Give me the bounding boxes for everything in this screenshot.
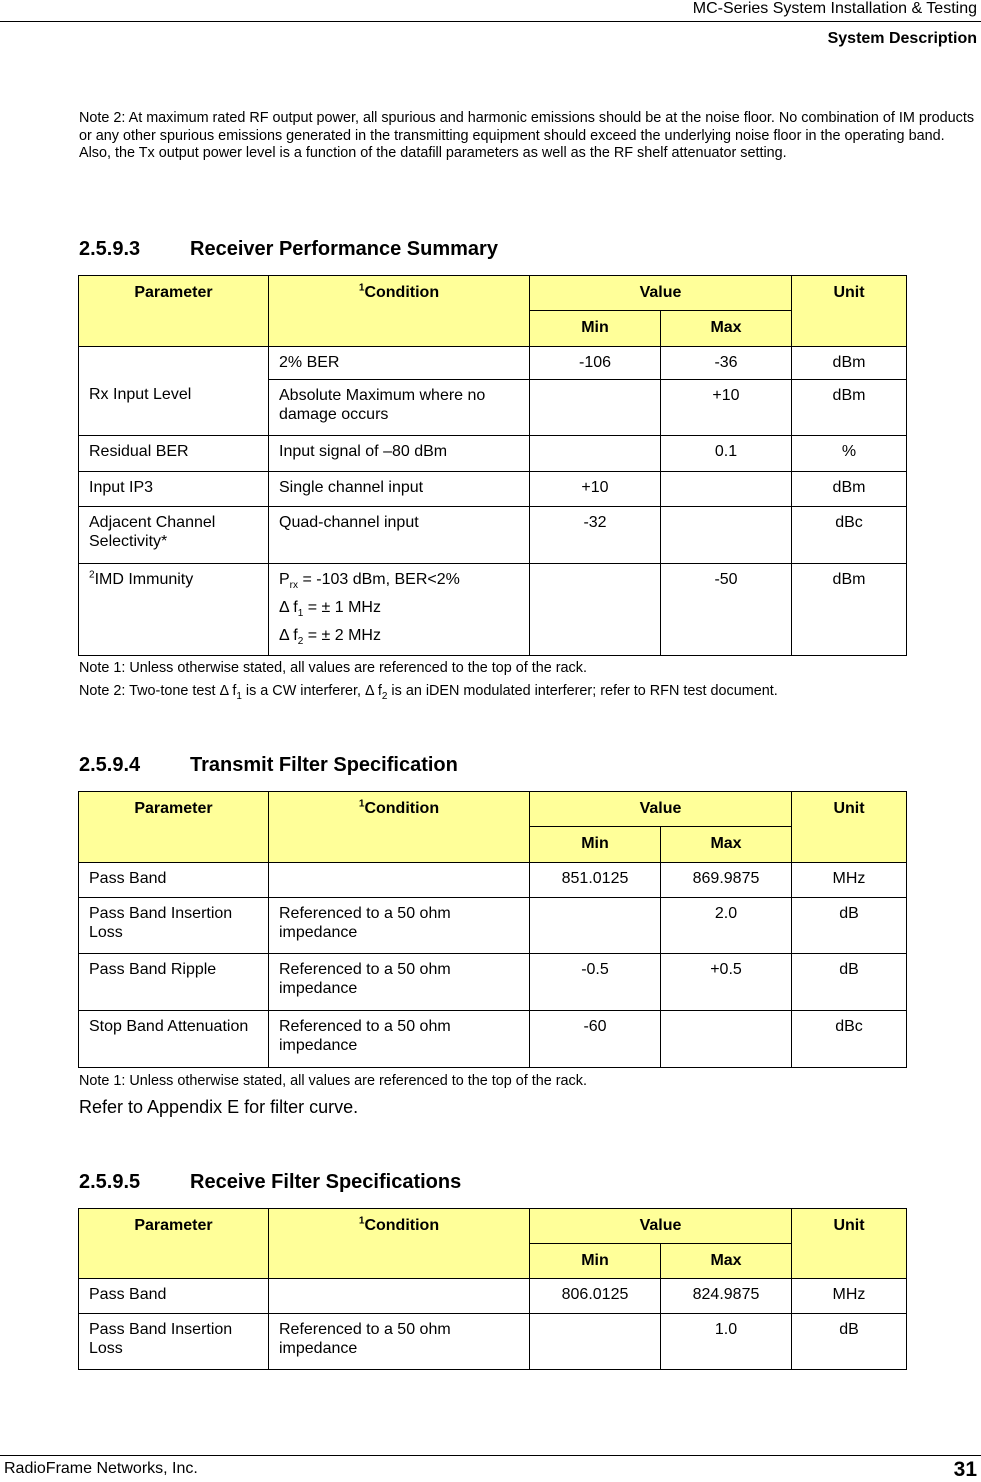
cell-max: +10 [661, 380, 792, 436]
header-parameter: Parameter [79, 1209, 269, 1279]
appendix-reference: Refer to Appendix E for filter curve. [79, 1097, 359, 1117]
cell-min [530, 564, 661, 656]
cell-unit: MHz [792, 1279, 907, 1314]
header-rule [0, 21, 981, 22]
table-row [79, 347, 907, 380]
header-min: Min [530, 827, 661, 863]
table-row [79, 1314, 907, 1370]
header-max: Max [661, 311, 792, 347]
cell-unit: dBm [792, 347, 907, 380]
cell-min [530, 436, 661, 472]
section-title: Transmit Filter Specification [190, 754, 458, 776]
section-title: Receiver Performance Summary [190, 238, 498, 260]
cell-min: -32 [530, 507, 661, 564]
cell-condition: Referenced to a 50 ohm impedance [269, 954, 530, 1011]
header-condition: $^1$Condition [269, 792, 530, 863]
cell-min: +10 [530, 472, 661, 507]
cell-unit: dBm [792, 472, 907, 507]
header-max: Max [661, 1244, 792, 1279]
cell-max: 869.9875 [661, 863, 792, 898]
cell-parameter: Pass Band [79, 863, 269, 898]
cell-min: -106 [530, 347, 661, 380]
cell-unit: dBc [792, 1011, 907, 1068]
header-unit: Unit [792, 792, 907, 863]
cell-max: -36 [661, 347, 792, 380]
table-row [79, 954, 907, 1011]
cell-max: 0.1 [661, 436, 792, 472]
cell-parameter: Pass Band Insertion Loss [79, 898, 269, 954]
header-value: Value [530, 276, 792, 311]
running-header-title: MC-Series System Installation & Testing [692, 0, 977, 17]
header-value: Value [530, 1209, 792, 1244]
cell-max [661, 1011, 792, 1068]
cell-min: 806.0125 [530, 1279, 661, 1314]
cell-max: -50 [661, 564, 792, 656]
transmit-filter-table [78, 791, 907, 1068]
header-unit: Unit [792, 1209, 907, 1279]
cell-parameter: Pass Band Ripple [79, 954, 269, 1011]
table-row [79, 1279, 907, 1314]
cell-condition: $P_{rx} = -103$ dBm, BER<2% Δ $f_1$ = ± 1 MHz Δ $f_2$ = ± 2 MHz [269, 564, 530, 656]
table-row [79, 863, 907, 898]
cell-max [661, 472, 792, 507]
cell-condition [269, 1279, 530, 1314]
section-title: Receive Filter Specifications [190, 1171, 462, 1193]
cell-max: 2.0 [661, 898, 792, 954]
header-min: Min [530, 311, 661, 347]
cell-condition: Referenced to a 50 ohm impedance [269, 898, 530, 954]
cell-min [530, 898, 661, 954]
cell-parameter: Adjacent Channel Selectivity* [79, 507, 269, 564]
cell-parameter: $^2$IMD Immunity [79, 564, 269, 656]
running-header-subtitle: System Description [827, 30, 977, 47]
cell-parameter: Pass Band [79, 1279, 269, 1314]
header-parameter: Parameter [79, 792, 269, 863]
receive-filter-table [78, 1208, 907, 1370]
header-condition: $^1$Condition [269, 1209, 530, 1279]
cell-parameter: Residual BER [79, 436, 269, 472]
cell-max: 824.9875 [661, 1279, 792, 1314]
section-number: 2.5.9.5 [79, 1171, 141, 1193]
cell-max: +0.5 [661, 954, 792, 1011]
table-row [79, 898, 907, 954]
cell-unit: dBm [792, 564, 907, 656]
cell-unit: dBc [792, 507, 907, 564]
cell-min [530, 380, 661, 436]
table-row [79, 564, 907, 656]
note-spurious-emissions: Note 2: At maximum rated RF output power, all spurious and harmonic emissions should be at the noise floor. No combination of IM products or any other spurious emissions generated in the transmitting equipment should exceed the underlying noise floor in the operating band. Also, the Tx output power level is a function of the datafill parameters as well as the RF shelf attenuator setting. [79, 110, 975, 161]
cell-unit: MHz [792, 863, 907, 898]
cell-condition: Single channel input [269, 472, 530, 507]
header-condition: $^1$Condition [269, 276, 530, 347]
cell-max [661, 507, 792, 564]
cell-condition [269, 863, 530, 898]
table-note-1: Note 1: Unless otherwise stated, all values are referenced to the top of the rack. [79, 1073, 587, 1089]
cell-unit: dBm [792, 380, 907, 436]
cell-parameter: Stop Band Attenuation [79, 1011, 269, 1068]
table-note-2: Note 2: Two-tone test Δ $f_1$ is a CW interferer, Δ $f_2$ is an iDEN modulated interferer; refer to RFN test document. [79, 683, 778, 702]
header-max: Max [661, 827, 792, 863]
cell-parameter: Input IP3 [79, 472, 269, 507]
cell-min: -0.5 [530, 954, 661, 1011]
cell-condition: Referenced to a 50 ohm impedance [269, 1011, 530, 1068]
table-row [79, 472, 907, 507]
cell-condition: Quad-channel input [269, 507, 530, 564]
header-min: Min [530, 1244, 661, 1279]
section-heading-receiver-performance [79, 238, 498, 261]
cell-condition: Referenced to a 50 ohm impedance [269, 1314, 530, 1370]
cell-parameter: Pass Band Insertion Loss [79, 1314, 269, 1370]
table-row [79, 436, 907, 472]
page-number: 31 [953, 1458, 977, 1481]
header-unit: Unit [792, 276, 907, 347]
cell-unit: dB [792, 898, 907, 954]
cell-condition: Absolute Maximum where no damage occurs [269, 380, 530, 436]
cell-condition: Input signal of –80 dBm [269, 436, 530, 472]
cell-unit: % [792, 436, 907, 472]
section-number: 2.5.9.3 [79, 238, 141, 260]
section-number: 2.5.9.4 [79, 754, 141, 776]
cell-condition: 2% BER [269, 347, 530, 380]
table-note-1: Note 1: Unless otherwise stated, all values are referenced to the top of the rack. [79, 660, 587, 676]
cell-parameter: Rx Input Level [79, 347, 269, 436]
table-row [79, 507, 907, 564]
header-value: Value [530, 792, 792, 827]
cell-max: 1.0 [661, 1314, 792, 1370]
section-heading-receive-filter [79, 1171, 461, 1194]
footer-rule [0, 1455, 981, 1456]
cell-min: -60 [530, 1011, 661, 1068]
cell-min: 851.0125 [530, 863, 661, 898]
cell-min [530, 1314, 661, 1370]
header-parameter: Parameter [79, 276, 269, 347]
cell-unit: dB [792, 954, 907, 1011]
cell-unit: dB [792, 1314, 907, 1370]
table-row [79, 1011, 907, 1068]
section-heading-transmit-filter [79, 754, 458, 777]
footer-company: RadioFrame Networks, Inc. [4, 1460, 198, 1477]
receiver-performance-table [78, 275, 907, 656]
